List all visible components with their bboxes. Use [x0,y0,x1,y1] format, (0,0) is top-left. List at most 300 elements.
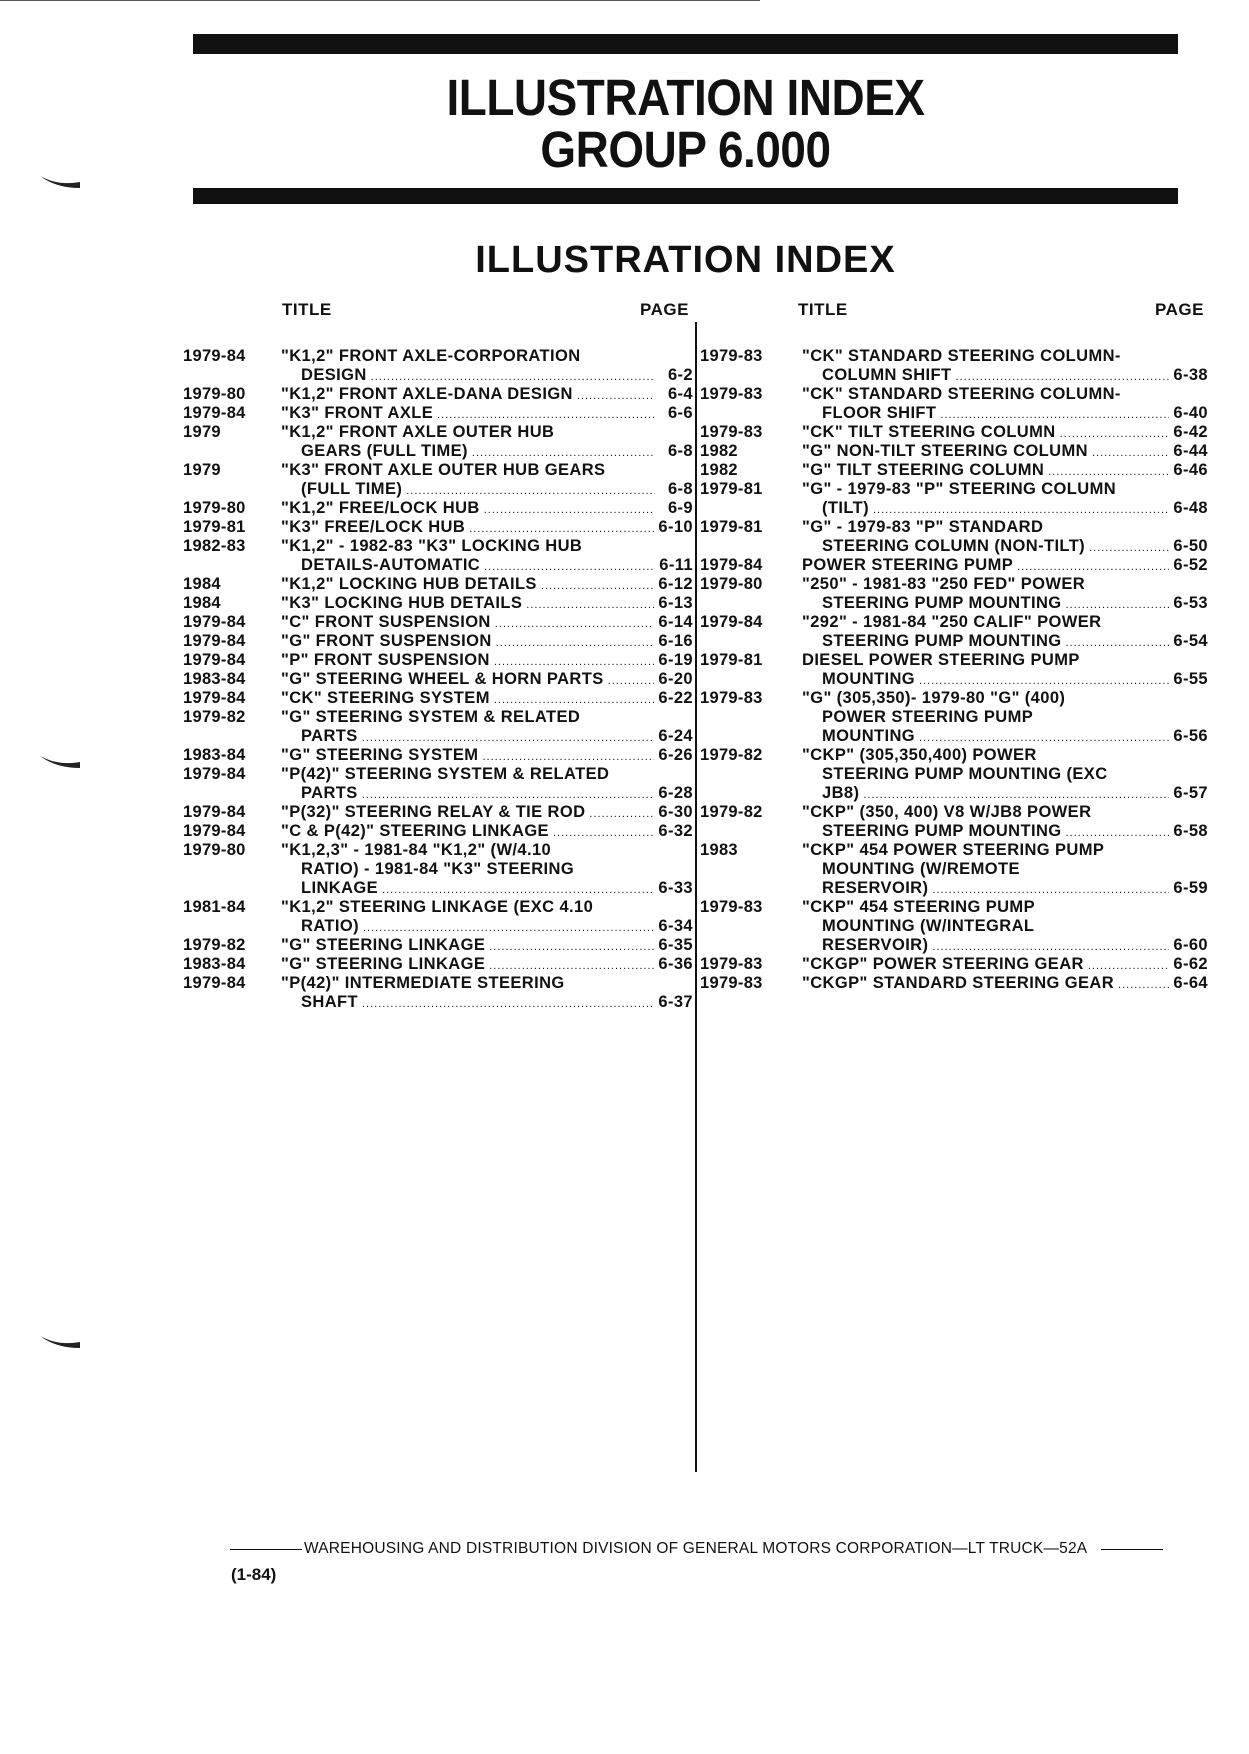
entry-title [281,537,693,575]
entry-page: 6-37 [658,993,693,1011]
entry-title-text: "G" STEERING LINKAGE [281,955,486,973]
entry-page: 6-2 [667,366,693,384]
entry-page: 6-56 [1173,727,1208,745]
entry-title-text: DETAILS-AUTOMATIC [301,556,481,574]
entry-title-text: RATIO) [301,917,359,935]
entry-title-line [281,442,693,461]
entry-title-line: "K1,2,3" - 1981-84 "K1,2" (W/4.10 [281,841,552,859]
entry-title [281,632,693,651]
entry-title-text: "K1,2" FRONT AXLE-DANA DESIGN [281,385,573,403]
entry-title [281,936,693,955]
index-entry [183,841,693,898]
footer-rule-right [1101,1549,1163,1550]
entry-title-text: FLOOR SHIFT [822,404,937,422]
index-entry [183,708,693,746]
index-entry [183,898,693,936]
entry-year: 1979-82 [183,708,246,726]
entry-year: 1983-84 [183,955,246,973]
entry-title [802,556,1208,575]
entry-title-text: MOUNTING [822,727,916,745]
entry-title-text: STEERING PUMP MOUNTING [822,632,1062,650]
entry-year: 1981-84 [183,898,246,916]
entry-title-line [802,404,1208,423]
index-entry [183,632,693,651]
footer-text: WAREHOUSING AND DISTRIBUTION DIVISION OF GENERAL MOTORS CORPORATION—LT TRUCK—52A [304,1540,1088,1557]
entry-title [281,613,693,632]
entry-title-line: "CKP" (305,350,400) POWER [802,746,1037,764]
entry-title-text: "K3" FREE/LOCK HUB [281,518,466,536]
entry-title [802,898,1208,955]
entry-title-text: "C" FRONT SUSPENSION [281,613,491,631]
index-entry [698,480,1208,518]
entry-title-line [802,461,1208,480]
entry-title [802,689,1208,746]
entry-year: 1979-84 [183,765,246,783]
entry-title-line [802,632,1208,651]
entry-title-text: PARTS [301,784,358,802]
entry-title-text: "G" STEERING LINKAGE [281,936,486,954]
entry-title [281,499,693,518]
entry-title-line [281,803,693,822]
footer-rule-left [230,1549,302,1550]
entry-title [281,594,693,613]
entry-year: 1979-81 [700,651,763,669]
entry-page: 6-60 [1173,936,1208,954]
entry-title-line [281,556,693,575]
index-entry [183,518,693,537]
entry-page: 6-42 [1173,423,1208,441]
entry-page: 6-19 [658,651,693,669]
entry-title-text: "G" FRONT SUSPENSION [281,632,492,650]
index-entry [698,347,1208,385]
dot-leader [362,995,654,1014]
entry-page: 6-64 [1173,974,1208,992]
left-page-header: PAGE [640,300,689,319]
entry-title-line [281,366,693,385]
index-entry [183,822,693,841]
entry-year: 1979-84 [183,651,246,669]
entry-title-text: COLUMN SHIFT [822,366,952,384]
entry-page: 6-28 [658,784,693,802]
index-entry [183,575,693,594]
right-index-column [698,347,1208,993]
entry-title-line [281,936,693,955]
left-title-header: TITLE [282,300,332,319]
entry-page: 6-55 [1173,670,1208,688]
index-entry [183,404,693,423]
entry-page: 6-48 [1173,499,1208,517]
entry-page: 6-30 [658,803,693,821]
entry-title-text: RESERVOIR) [822,879,929,897]
page-title: ILLUSTRATION INDEX [446,69,925,126]
index-entry [698,575,1208,613]
entry-title-line: "CKP" (350, 400) V8 W/JB8 POWER [802,803,1092,821]
entry-title [281,423,693,461]
index-entry [698,841,1208,898]
entry-title-line [281,632,693,651]
entry-title-line [802,936,1208,955]
title-bar-top [193,34,1178,54]
index-entry [698,442,1208,461]
entry-page: 6-22 [658,689,693,707]
entry-title [802,974,1208,993]
entry-year: 1979-83 [700,974,763,992]
index-entry [183,613,693,632]
entry-page: 6-13 [658,594,693,612]
index-entry [183,974,693,1012]
entry-title-line [281,993,693,1012]
entry-page: 6-6 [667,404,693,422]
entry-title-line [281,480,693,499]
entry-title-text: "CK" TILT STEERING COLUMN [802,423,1056,441]
entry-page: 6-33 [658,879,693,897]
entry-year: 1979-84 [183,822,246,840]
left-index-column [183,347,693,1012]
entry-page: 6-24 [658,727,693,745]
entry-year: 1982-83 [183,537,246,555]
entry-page: 6-38 [1173,366,1208,384]
entry-year: 1982 [700,442,738,460]
entry-page: 6-34 [658,917,693,935]
index-entry [698,974,1208,993]
entry-page: 6-20 [658,670,693,688]
entry-page: 6-12 [658,575,693,593]
entry-title-text: "P(32)" STEERING RELAY & TIE ROD [281,803,586,821]
entry-page: 6-52 [1173,556,1208,574]
entry-title-line: MOUNTING (W/REMOTE [822,860,1020,878]
entry-title-text: JB8) [822,784,860,802]
entry-title-line: "CKP" 454 STEERING PUMP [802,898,1035,916]
index-entry [183,385,693,404]
entry-title-text: RESERVOIR) [822,936,929,954]
entry-title [802,841,1208,898]
revision-date: (1-84) [231,1565,277,1584]
entry-page: 6-58 [1173,822,1208,840]
entry-title-line [802,879,1208,898]
entry-title-line [802,670,1208,689]
entry-page: 6-32 [658,822,693,840]
entry-year: 1979-84 [183,347,246,365]
entry-title [281,822,693,841]
index-entry [698,803,1208,841]
footer-line [230,1539,1175,1559]
index-entry [698,518,1208,556]
entry-title-line: "250" - 1981-83 "250 FED" POWER [802,575,1086,593]
entry-year: 1983 [700,841,738,859]
entry-title-line: "K1,2" FRONT AXLE OUTER HUB [281,423,555,441]
entry-title-line: "CK" STANDARD STEERING COLUMN- [802,385,1121,403]
entry-page: 6-11 [659,556,693,574]
entry-title [281,974,693,1012]
entry-year: 1979-83 [700,385,763,403]
entry-title [281,651,693,670]
index-entry [698,556,1208,575]
entry-title [281,689,693,708]
entry-year: 1979-83 [700,689,763,707]
entry-title-line: "P(42)" STEERING SYSTEM & RELATED [281,765,610,783]
entry-title [281,670,693,689]
entry-title [802,575,1208,613]
entry-title-line [802,784,1208,803]
entry-title-text: DESIGN [301,366,367,384]
entry-page: 6-44 [1173,442,1208,460]
entry-page: 6-46 [1173,461,1208,479]
entry-title [802,613,1208,651]
entry-title-line [802,423,1208,442]
entry-page: 6-59 [1173,879,1208,897]
entry-title-text: PARTS [301,727,358,745]
binder-hole-mark-icon [38,752,82,770]
entry-title [281,404,693,423]
entry-title-line: STEERING PUMP MOUNTING (EXC [822,765,1108,783]
entry-year: 1979-81 [700,518,763,536]
entry-title [281,461,693,499]
entry-year: 1979-81 [183,518,246,536]
entry-title-text: "G" STEERING SYSTEM [281,746,479,764]
index-entry [183,537,693,575]
entry-title-line [281,594,693,613]
entry-title-line [802,537,1208,556]
entry-page: 6-8 [667,442,693,460]
entry-title [802,955,1208,974]
entry-title-line [281,575,693,594]
index-entry [698,651,1208,689]
entry-title-text: STEERING COLUMN (NON-TILT) [822,537,1086,555]
entry-page: 6-9 [667,499,693,517]
index-entry [183,461,693,499]
entry-year: 1979-84 [700,613,763,631]
entry-title-line [281,518,693,537]
entry-title-line [802,556,1208,575]
entry-title-line [281,385,693,404]
index-entry [698,746,1208,803]
entry-title [281,347,693,385]
entry-page: 6-26 [658,746,693,764]
index-entry [698,613,1208,651]
entry-title [281,898,693,936]
entry-year: 1979-80 [183,385,246,403]
entry-title-line [802,974,1208,993]
entry-title-line: POWER STEERING PUMP [822,708,1034,726]
entry-year: 1979-84 [183,613,246,631]
entry-year: 1979-84 [183,404,246,422]
entry-title-line: "CK" STANDARD STEERING COLUMN- [802,347,1121,365]
index-entry [698,898,1208,955]
section-heading: ILLUSTRATION INDEX [475,239,896,281]
entry-title-line [281,955,693,974]
index-entry [183,594,693,613]
entry-title-line [802,594,1208,613]
index-entry [183,499,693,518]
entry-year: 1983-84 [183,746,246,764]
index-entry [698,385,1208,423]
entry-title-text: STEERING PUMP MOUNTING [822,594,1062,612]
entry-title-line [281,784,693,803]
entry-year: 1979-82 [700,746,763,764]
entry-year: 1979-82 [700,803,763,821]
index-entry [698,423,1208,442]
entry-title-line [802,822,1208,841]
binder-hole-mark-icon [38,1332,82,1350]
entry-year: 1979-84 [700,556,763,574]
entry-title-line: "CKP" 454 POWER STEERING PUMP [802,841,1105,859]
entry-title [802,461,1208,480]
entry-page: 6-62 [1173,955,1208,973]
entry-title-line [281,917,693,936]
entry-title-line [802,366,1208,385]
index-entry [183,746,693,765]
entry-title-line: DIESEL POWER STEERING PUMP [802,651,1080,669]
entry-title-line [802,442,1208,461]
index-entry [698,461,1208,480]
right-page-header: PAGE [1155,300,1204,319]
entry-title-text: "K3" FRONT AXLE [281,404,434,422]
index-entry [183,765,693,803]
entry-title [281,746,693,765]
entry-title-line: "G" STEERING SYSTEM & RELATED [281,708,581,726]
index-entry [698,689,1208,746]
entry-title [281,803,693,822]
entry-title [802,518,1208,556]
entry-title-line: "K1,2" STEERING LINKAGE (EXC 4.10 [281,898,594,916]
entry-title-text: "P" FRONT SUSPENSION [281,651,490,669]
entry-title-text: "CKGP" POWER STEERING GEAR [802,955,1084,973]
entry-year: 1979-80 [700,575,763,593]
entry-page: 6-35 [658,936,693,954]
entry-title-line [281,746,693,765]
entry-title-line: MOUNTING (W/INTEGRAL [822,917,1035,935]
entry-title-text: "CKGP" STANDARD STEERING GEAR [802,974,1115,992]
entry-title [281,955,693,974]
entry-title-line: "K1,2" FRONT AXLE-CORPORATION [281,347,581,365]
entry-title-text: SHAFT [301,993,358,1011]
entry-year: 1984 [183,594,221,612]
right-title-header: TITLE [798,300,848,319]
scan-top-edge [0,0,760,1]
entry-title-line: "G" (305,350)- 1979-80 "G" (400) [802,689,1066,707]
entry-title-text: STEERING PUMP MOUNTING [822,822,1062,840]
entry-title-line [802,499,1208,518]
entry-year: 1979 [183,423,221,441]
entry-page: 6-40 [1173,404,1208,422]
entry-title-text: "CK" STEERING SYSTEM [281,689,490,707]
entry-title-line [281,499,693,518]
entry-page: 6-16 [658,632,693,650]
binder-hole-mark-icon [38,172,82,190]
entry-page: 6-8 [667,480,693,498]
entry-year: 1979-84 [183,974,246,992]
entry-title [281,708,693,746]
entry-title [802,347,1208,385]
entry-title-text: MOUNTING [822,670,916,688]
index-entry [183,651,693,670]
index-entry [183,347,693,385]
column-divider [695,322,697,1472]
index-entry [183,670,693,689]
entry-title-text: "G" STEERING WHEEL & HORN PARTS [281,670,604,688]
entry-year: 1979-83 [700,347,763,365]
entry-title-line [281,879,693,898]
entry-year: 1979-83 [700,955,763,973]
entry-year: 1979-80 [183,499,246,517]
index-entry [698,955,1208,974]
entry-year: 1979 [183,461,221,479]
index-entry [183,936,693,955]
entry-title-line [281,689,693,708]
index-entry [183,955,693,974]
entry-title-text: "K3" LOCKING HUB DETAILS [281,594,523,612]
entry-title-text: "G" TILT STEERING COLUMN [802,461,1045,479]
entry-year: 1982 [700,461,738,479]
entry-title-text: (FULL TIME) [301,480,403,498]
entry-title-line [281,727,693,746]
group-number: GROUP 6.000 [540,121,831,178]
entry-title-line: "292" - 1981-84 "250 CALIF" POWER [802,613,1102,631]
entry-title-line [281,404,693,423]
entry-page: 6-57 [1173,784,1208,802]
entry-title [281,518,693,537]
index-entry [183,423,693,461]
entry-year: 1979-81 [700,480,763,498]
index-entry [183,689,693,708]
entry-page: 6-36 [658,955,693,973]
entry-year: 1979-82 [183,936,246,954]
entry-year: 1983-84 [183,670,246,688]
entry-title-line [802,955,1208,974]
title-bar-bottom [193,188,1178,204]
entry-year: 1979-84 [183,803,246,821]
entry-title [802,385,1208,423]
entry-title [802,746,1208,803]
entry-title [802,442,1208,461]
entry-title-text: GEARS (FULL TIME) [301,442,468,460]
entry-title-text: "K1,2" LOCKING HUB DETAILS [281,575,537,593]
entry-year: 1984 [183,575,221,593]
entry-title-text: POWER STEERING PUMP [802,556,1014,574]
entry-title-line: "P(42)" INTERMEDIATE STEERING [281,974,565,992]
entry-page: 6-4 [667,385,693,403]
entry-year: 1979-83 [700,898,763,916]
entry-title-line: "G" - 1979-83 "P" STANDARD [802,518,1044,536]
entry-page: 6-53 [1173,594,1208,612]
entry-year: 1979-80 [183,841,246,859]
entry-title-text: LINKAGE [301,879,379,897]
entry-year: 1979-83 [700,423,763,441]
entry-title-line [281,670,693,689]
entry-title-line [281,613,693,632]
entry-page: 6-50 [1173,537,1208,555]
index-entry [183,803,693,822]
entry-page: 6-54 [1173,632,1208,650]
entry-title-line: RATIO) - 1981-84 "K3" STEERING [301,860,575,878]
entry-page: 6-10 [658,518,693,536]
entry-title [281,385,693,404]
entry-title-line: "G" - 1979-83 "P" STEERING COLUMN [802,480,1117,498]
entry-title [802,480,1208,518]
entry-title [281,841,693,898]
entry-title-text: "K1,2" FREE/LOCK HUB [281,499,480,517]
entry-title-line [281,822,693,841]
entry-title-line: "K3" FRONT AXLE OUTER HUB GEARS [281,461,606,479]
entry-year: 1979-84 [183,632,246,650]
entry-title [281,575,693,594]
entry-title [802,651,1208,689]
entry-title [281,765,693,803]
entry-title-text: "C & P(42)" STEERING LINKAGE [281,822,549,840]
dot-leader [1118,976,1169,995]
entry-title [802,423,1208,442]
entry-title-text: "G" NON-TILT STEERING COLUMN [802,442,1088,460]
